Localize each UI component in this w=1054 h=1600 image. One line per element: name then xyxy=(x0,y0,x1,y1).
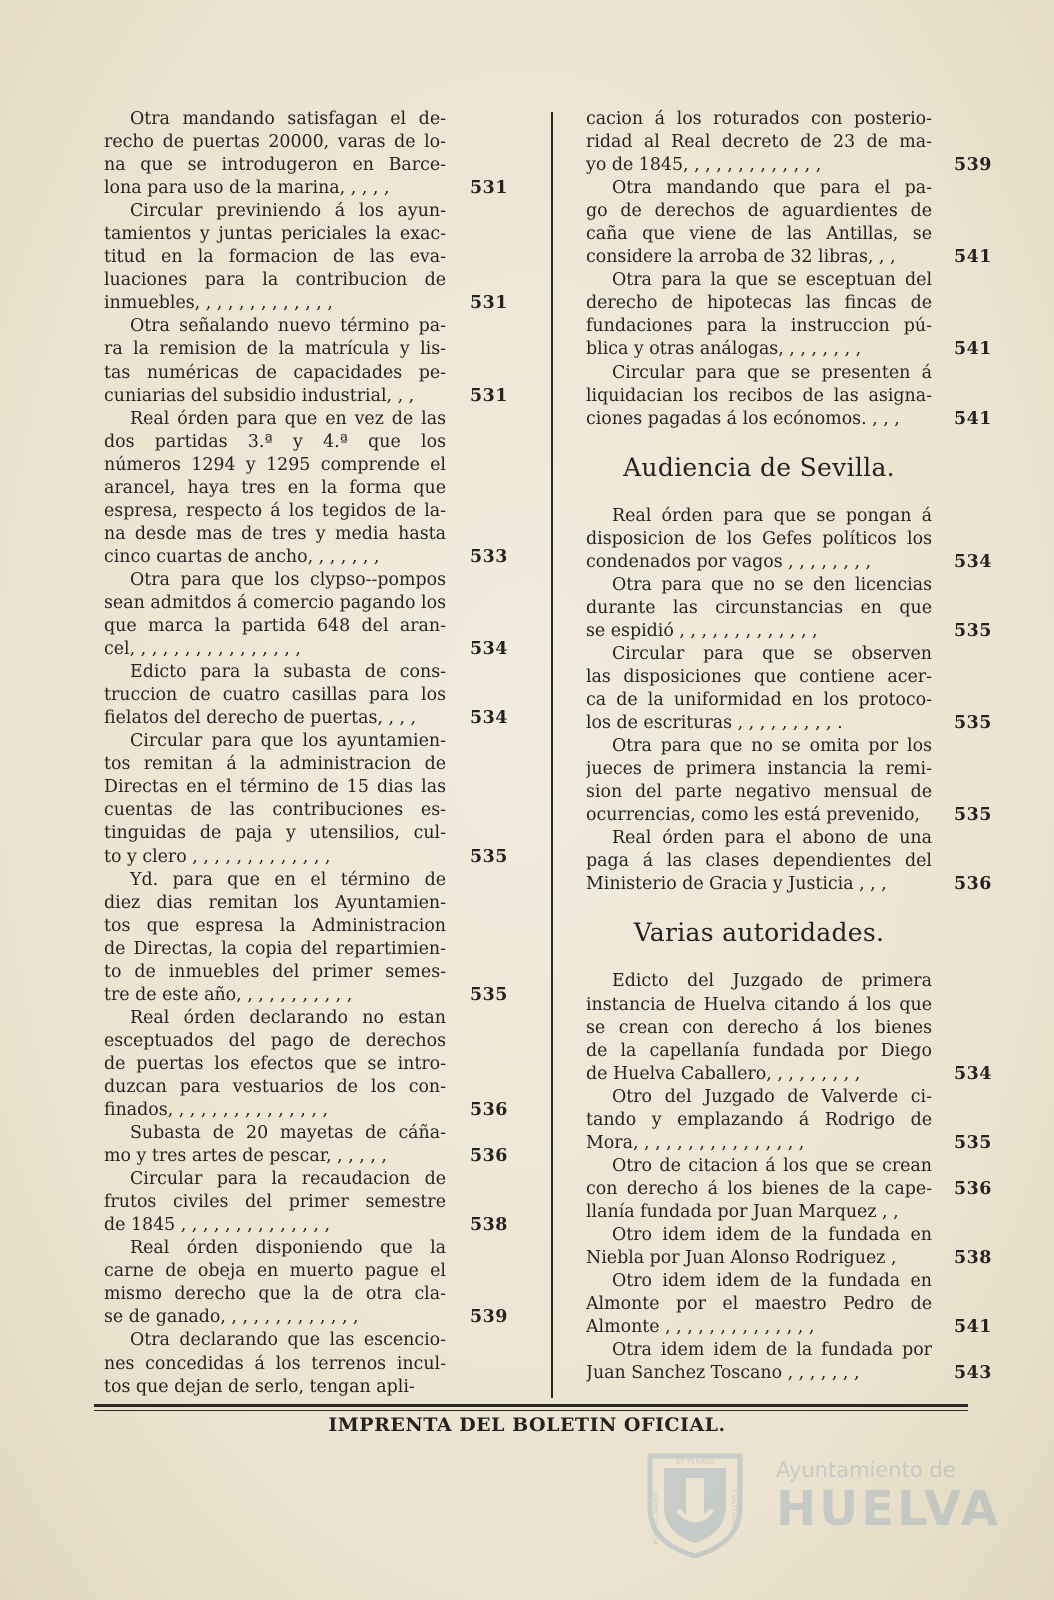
index-entry xyxy=(104,315,508,407)
page-number: 531 xyxy=(470,178,508,199)
page-number: 536 xyxy=(470,1100,508,1121)
entry-line: mismo derecho que la de otra cla- xyxy=(104,1284,446,1305)
entry-line: Subasta de 20 mayetas de cáña- xyxy=(130,1123,446,1144)
left-column xyxy=(104,108,508,1399)
entry-line: tando y emplazando á Rodrigo de xyxy=(586,1109,932,1130)
entry-line: tas numéricas de capacidades pe- xyxy=(104,362,446,383)
watermark-text xyxy=(776,1458,1001,1536)
index-entry xyxy=(104,408,508,569)
entry-line: Yd. para que en el término de xyxy=(130,869,446,890)
entry-line: na desde mas de tres y media hasta xyxy=(104,523,446,544)
entry-line: ridad al Real decreto de 23 de ma- xyxy=(586,132,932,153)
index-entry xyxy=(104,1329,498,1398)
index-entry xyxy=(104,661,508,730)
entry-line: fundaciones para la instruccion pú- xyxy=(586,316,932,337)
entry-line: números 1294 y 1295 comprende el xyxy=(104,454,446,475)
entry-line: Mora, , , , , , , , , , , , , , , , xyxy=(586,1132,805,1153)
page-number: 541 xyxy=(954,339,992,360)
entry-line: tos remitan á la administracion de xyxy=(104,754,446,775)
entry-line: los de escrituras , , , , , , , , , . xyxy=(586,713,843,734)
page-number: 534 xyxy=(470,708,508,729)
index-entry xyxy=(104,200,508,315)
entry-line: lona para uso de la marina, , , , , xyxy=(104,178,390,199)
entry-line: mo y tres artes de pescar, , , , , , xyxy=(104,1146,387,1167)
entry-line: go de derechos de aguardientes de xyxy=(586,201,932,222)
entry-line: con derecho á los bienes de la cape- xyxy=(586,1178,932,1199)
entry-line: jueces de primera instancia la remi- xyxy=(586,759,932,780)
entry-line: tre de este año, , , , , , , , , , , xyxy=(104,984,353,1005)
entry-line: sion del parte negativo mensual de xyxy=(586,782,932,803)
shield-text-left: PORTUS MARIS xyxy=(652,1491,660,1545)
page-number: 536 xyxy=(954,874,992,895)
index-entry xyxy=(586,735,992,827)
page-number: 531 xyxy=(470,385,508,406)
index-entry xyxy=(586,362,992,431)
entry-line: Otra mandando satisfagan el de- xyxy=(130,109,446,129)
entry-line: Edicto del Juzgado de primera xyxy=(612,971,932,992)
entry-line: Otra para que no se den licencias xyxy=(612,574,932,595)
entry-line: liquidacian los recibos de las asigna- xyxy=(586,385,932,406)
index-entry xyxy=(104,869,508,1007)
page-number: 534 xyxy=(954,551,992,572)
entry-line: inmuebles, , , , , , , , , , , , , xyxy=(104,293,333,314)
page-number: 535 xyxy=(470,984,508,1005)
entry-line: caña que viene de las Antillas, se xyxy=(586,224,932,245)
right-entries-varias xyxy=(586,970,992,1385)
right-column xyxy=(586,108,992,1385)
entry-line: cel, , , , , , , , , , , , , , , , xyxy=(104,639,301,660)
entry-line: Otra mandando que para el pa- xyxy=(612,178,932,199)
footer-rule-thin xyxy=(94,1410,968,1411)
entry-line: ca de la uniformidad en los protoco- xyxy=(586,690,932,711)
entry-line: tos que espresa la Administracion xyxy=(104,915,446,936)
watermark-line2: HUELVA xyxy=(776,1481,1001,1537)
entry-line: Otra para la que se esceptuan del xyxy=(612,270,932,291)
entry-line: to y clero , , , , , , , , , , , , , xyxy=(104,846,331,867)
index-entry xyxy=(586,1270,992,1339)
index-entry xyxy=(104,108,508,200)
entry-line: considere la arroba de 32 libras, , , xyxy=(586,247,896,268)
watermark-line1: Ayuntamiento de xyxy=(776,1458,956,1482)
index-entry xyxy=(586,505,992,574)
entry-line: Almonte por el maestro Pedro de xyxy=(586,1294,932,1315)
entry-line: Otro idem idem de la fundada en xyxy=(612,1271,932,1292)
page-number: 533 xyxy=(470,546,508,567)
page-number: 539 xyxy=(954,155,992,176)
page-number: 541 xyxy=(954,1317,992,1338)
entry-line: Otra idem idem de la fundada por xyxy=(612,1340,932,1361)
entry-line: Circular para que se presenten á xyxy=(612,362,932,383)
entry-line: Circular para la recaudacion de xyxy=(130,1169,446,1190)
entry-line: Juan Sanchez Toscano , , , , , , , xyxy=(586,1363,860,1384)
entry-line: llanía fundada por Juan Marquez , , xyxy=(586,1201,899,1222)
entry-line: Edicto para la subasta de cons- xyxy=(130,662,446,683)
entry-line: cacion á los roturados con posterio- xyxy=(586,109,932,129)
entry-line: Otro del Juzgado de Valverde ci- xyxy=(612,1086,932,1107)
page-number: 535 xyxy=(470,846,508,867)
index-entry xyxy=(586,269,992,361)
entry-line: de Huelva Caballero, , , , , , , , , xyxy=(586,1063,861,1084)
entry-line: de la capellanía fundada por Diego xyxy=(586,1040,932,1061)
entry-line: Otro de citacion á los que se crean xyxy=(612,1155,932,1176)
column-divider xyxy=(551,112,553,1398)
entry-line: instancia de Huelva citando á los que xyxy=(586,994,932,1015)
page-number: 538 xyxy=(954,1248,992,1269)
page-number: 531 xyxy=(470,293,508,314)
index-entry xyxy=(586,827,992,896)
entry-line: se crean con derecho á los bienes xyxy=(586,1017,932,1038)
entry-line: blica y otras análogas, , , , , , , , xyxy=(586,339,862,360)
entry-line: tamientos y juntas periciales la exac- xyxy=(104,224,446,245)
entry-line: ciones pagadas á los ecónomos. , , , xyxy=(586,408,900,429)
page-number: 536 xyxy=(470,1146,508,1167)
entry-line: condenados por vagos , , , , , , , , xyxy=(586,551,872,572)
entry-line: durante las circunstancias en que xyxy=(586,597,932,618)
entry-line: na que se introdugeron en Barce- xyxy=(104,155,446,176)
entry-line: ocurrencias, como les está prevenido, xyxy=(586,805,921,826)
entry-line: paga á las clases dependientes del xyxy=(586,851,932,872)
entry-line: recho de puertas 20000, varas de lo- xyxy=(104,132,446,153)
entry-line: Otra para que no se omita por los xyxy=(612,736,932,757)
entry-line: cuentas de las contribuciones es- xyxy=(104,800,446,821)
page-number: 539 xyxy=(470,1307,508,1328)
index-entry xyxy=(586,1086,992,1155)
index-entry xyxy=(586,574,992,643)
entry-line: de 1845 , , , , , , , , , , , , , , xyxy=(104,1215,330,1236)
section-heading-audiencia: Audiencia de Sevilla. xyxy=(623,452,895,482)
entry-line: disposicion de los Gefes políticos los xyxy=(586,528,932,549)
section-heading-varias: Varias autoridades. xyxy=(633,918,885,948)
entry-line: diez dias remitan los Ayuntamien- xyxy=(104,892,446,913)
entry-line: fielatos del derecho de puertas, , , , xyxy=(104,708,417,729)
entry-line: truccion de cuatro casillas para los xyxy=(104,685,446,706)
entry-line: Real órden para el abono de una xyxy=(612,828,932,849)
entry-line: Otro idem idem de la fundada en xyxy=(612,1224,932,1245)
entry-line: finados, , , , , , , , , , , , , , , xyxy=(104,1100,329,1121)
entry-line: Otra declarando que las escencio- xyxy=(130,1330,446,1351)
index-entry xyxy=(104,730,508,868)
entry-line: arancel, haya tres en la forma que xyxy=(104,477,446,498)
city-shield-icon xyxy=(640,1448,750,1558)
index-entry xyxy=(586,643,992,735)
index-entry xyxy=(104,1007,508,1122)
index-entry xyxy=(586,1224,992,1270)
page-number: 543 xyxy=(954,1363,992,1384)
page-number: 538 xyxy=(470,1215,508,1236)
entry-line: cuniarias del subsidio industrial, , , xyxy=(104,385,415,406)
page-number: 541 xyxy=(954,408,992,429)
entry-line: to de inmuebles del primer semes- xyxy=(104,961,446,982)
entry-line: tinguidas de paja y utensilios, cul- xyxy=(104,823,446,844)
entry-line: tos que dejan de serlo, tengan apli- xyxy=(104,1376,415,1397)
entry-line: las disposiciones que contiene acer- xyxy=(586,666,932,687)
entry-line: de puertas los efectos que se intro- xyxy=(104,1053,446,1074)
entry-line: Otra señalando nuevo término pa- xyxy=(130,316,446,337)
entry-line: se espidió , , , , , , , , , , , , , xyxy=(586,620,818,641)
entry-line: Ministerio de Gracia y Justicia , , , xyxy=(586,874,887,895)
page-number: 535 xyxy=(954,620,992,641)
index-entry xyxy=(586,970,992,1085)
entry-line: ra la remision de la matrícula y lis- xyxy=(104,339,446,360)
index-entry xyxy=(586,108,992,177)
entry-line: titud en la formacion de las eva- xyxy=(104,247,446,268)
page-number: 535 xyxy=(954,713,992,734)
entry-line: espresa, respecto á los tegidos de la- xyxy=(104,500,446,521)
entry-line: cinco cuartas de ancho, , , , , , , xyxy=(104,546,380,567)
entry-line: luaciones para la contribucion de xyxy=(104,270,446,291)
index-entry xyxy=(586,1339,992,1385)
entry-line: derecho de hipotecas las fincas de xyxy=(586,293,932,314)
entry-line: de Directas, la copia del repartimien- xyxy=(104,938,446,959)
index-entry xyxy=(104,1122,508,1168)
entry-line: sean admitdos á comercio pagando los xyxy=(104,592,446,613)
entry-line: Circular para que los ayuntamien- xyxy=(130,731,446,752)
entry-line: Real órden declarando no estan xyxy=(130,1007,446,1028)
page-number: 535 xyxy=(954,1132,992,1153)
entry-line: dos partidas 3.ª y 4.ª que los xyxy=(104,431,446,452)
entry-line: Niebla por Juan Alonso Rodriguez , xyxy=(586,1248,897,1269)
page-number: 534 xyxy=(954,1063,992,1084)
page-number: 536 xyxy=(954,1178,992,1199)
entry-line: Real órden para que se pongan á xyxy=(612,505,932,526)
page-number: 541 xyxy=(954,247,992,268)
index-entry xyxy=(586,1155,992,1224)
imprint-line: IMPRENTA DEL BOLETIN OFICIAL. xyxy=(328,1414,726,1436)
index-entry xyxy=(104,1168,508,1237)
entry-line: Real órden disponiendo que la xyxy=(130,1238,446,1259)
entry-line: Directas en el término de 15 dias las xyxy=(104,777,446,798)
entry-line: carne de obeja en muerto pague el xyxy=(104,1261,446,1282)
index-entry xyxy=(104,1237,508,1329)
entry-line: que marca la partida 648 del aran- xyxy=(104,616,446,637)
entry-line: Almonte , , , , , , , , , , , , , , xyxy=(586,1317,815,1338)
page-number: 535 xyxy=(954,805,992,826)
entry-line: Circular previniendo á los ayun- xyxy=(130,201,446,222)
entry-line: Otra para que los clypso--pompos xyxy=(130,569,446,590)
entry-line: Real órden para que en vez de las xyxy=(130,408,446,429)
right-entries-audiencia xyxy=(586,505,992,897)
entry-line: duzcan para vestuarios de los con- xyxy=(104,1076,446,1097)
watermark xyxy=(640,1448,1001,1548)
index-entry xyxy=(104,569,508,661)
entry-line: frutos civiles del primer semestre xyxy=(104,1192,446,1213)
index-entry xyxy=(586,177,992,269)
entry-line: Circular para que se observen xyxy=(612,643,932,664)
shield-text-right: CUSTODIA xyxy=(730,1489,738,1527)
footer-rule xyxy=(94,1404,968,1407)
entry-line: se de ganado, , , , , , , , , , , , , xyxy=(104,1307,359,1328)
shield-text-top: ET TERRAE xyxy=(675,1458,715,1466)
entry-line: nes concedidas á los terrenos incul- xyxy=(104,1353,446,1374)
right-entries-top xyxy=(586,108,992,431)
page-number: 534 xyxy=(470,639,508,660)
entry-line: esceptuados del pago de derechos xyxy=(104,1030,446,1051)
entry-line: yo de 1845, , , , , , , , , , , , , xyxy=(586,155,822,176)
